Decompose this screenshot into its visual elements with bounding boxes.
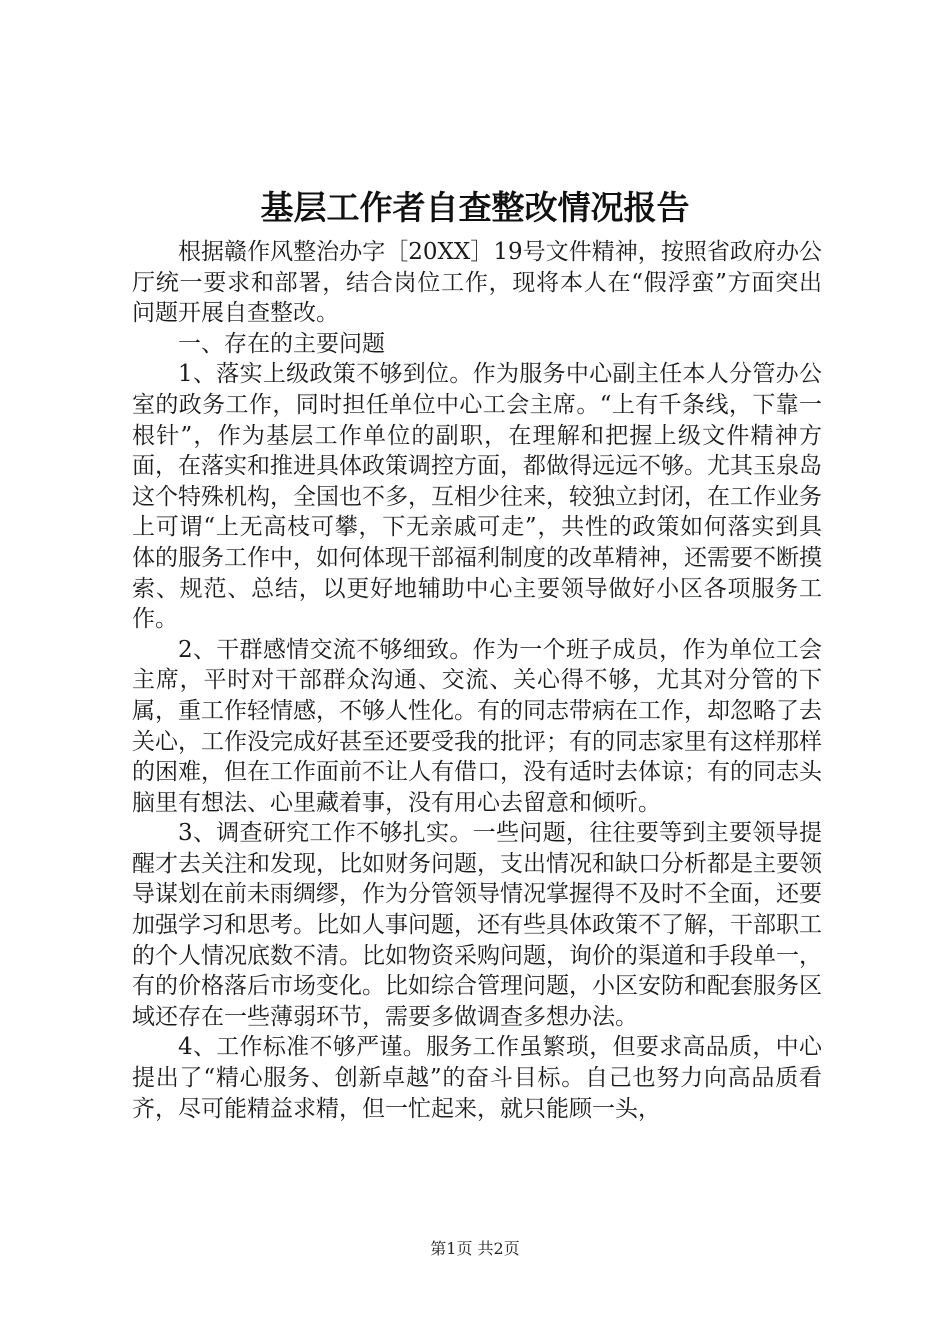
page-number-footer: 第1页 共2页 xyxy=(430,1239,520,1258)
document-body xyxy=(132,237,822,1124)
paragraph-item-4: 4、工作标准不够严谨。服务工作虽繁琐，但要求高品质，中心提出了“精心服务、创新卓越”的奋斗目标。自己也努力向高品质看齐，尽可能精益求精，但一忙起来，就只能顾一头， xyxy=(132,1034,822,1122)
section-heading-main-problems: 一、存在的主要问题 xyxy=(178,330,385,357)
document-title: 基层工作者自查整改情况报告 xyxy=(260,188,690,227)
paragraph-item-2: 2、干群感情交流不够细致。作为一个班子成员，作为单位工会主席，平时对干部群众沟通、交流、关心得不够，尤其对分管的下属，重工作轻情感，不够人性化。有的同志带病在工作，却忽略了去关心，工作没完成好甚至还要受我的批评；有的同志家里有这样那样的困难，但在工作面前不让人有借口，没有适时去体谅；有的同志头脑里有想法、心里藏着事，没有用心去留意和倾听。 xyxy=(132,636,822,816)
paragraph-item-1: 1、落实上级政策不够到位。作为服务中心副主任本人分管办公室的政务工作，同时担任单位中心工会主席。“上有千条线，下靠一根针”，作为基层工作单位的副职，在理解和把握上级文件精神方面，在落实和推进具体政策调控方面，都做得远远不够。尤其玉泉岛这个特殊机构，全国也不多，互相少往来，较独立封闭，在工作业务上可谓“上无高枝可攀，下无亲戚可走”，共性的政策如何落实到具体的服务工作中，如何体现干部福利制度的改革精神，还需要不断摸索、规范、总结，以更好地辅助中心主要领导做好小区各项服务工作。 xyxy=(132,361,822,633)
paragraph-intro: 根据赣作风整治办字［20XX］19号文件精神，按照省政府办公厅统一要求和部署，结合岗位工作，现将本人在“假浮蛮”方面突出问题开展自查整改。 xyxy=(132,239,822,327)
paragraph-item-3: 3、调查研究工作不够扎实。一些问题，往往要等到主要领导提醒才去关注和发现，比如财务问题，支出情况和缺口分析都是主要领导谋划在前未雨绸缪，作为分管领导情况掌握得不及时不全面，还要加强学习和思考。比如人事问题，还有些具体政策不了解，干部职工的个人情况底数不清。比如物资采购问题，询价的渠道和手段单一，有的价格落后市场变化。比如综合管理问题，小区安防和配套服务区域还存在一些薄弱环节，需要多做调查多想办法。 xyxy=(132,820,822,1030)
